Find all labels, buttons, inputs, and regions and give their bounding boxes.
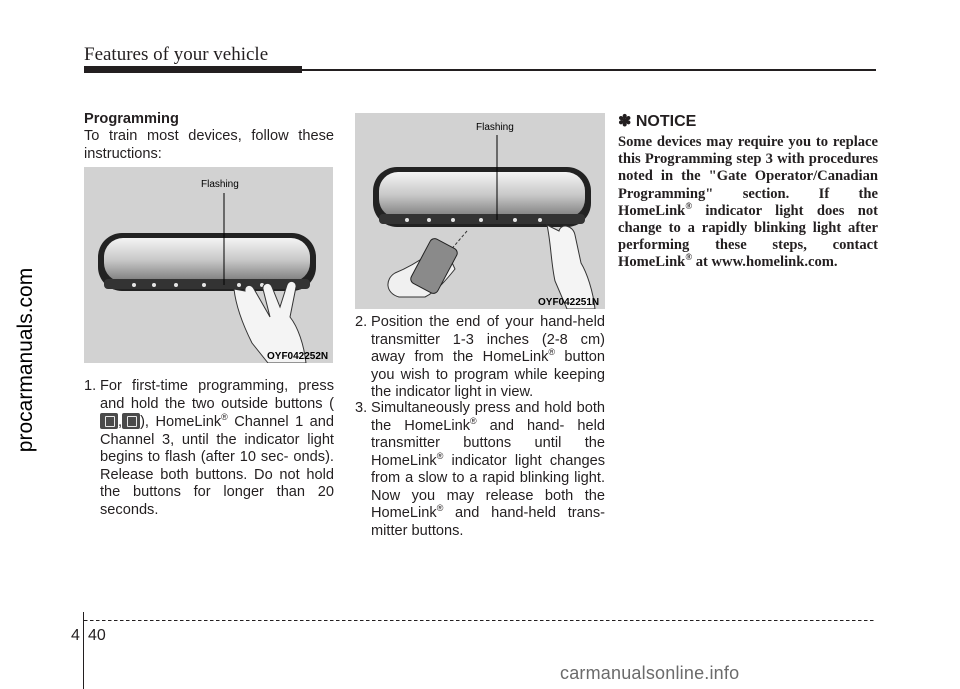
notice-text-b: indicator light does not change to a rapidly blinking light after performing these steps, contact HomeLink — [618, 202, 878, 271]
step-3-number: 3. — [355, 400, 368, 416]
notice-body — [618, 134, 878, 272]
figure-mirror-two-fingers — [84, 167, 333, 363]
step-1-text-a: For first-time programming, press and hold the two outside buttons ( — [100, 378, 334, 412]
page-header-title: Features of your vehicle — [84, 44, 269, 65]
footer-chapter-number: 4 — [71, 627, 80, 644]
figure-label-flashing: Flashing — [201, 179, 239, 190]
header-rule-thick — [84, 66, 302, 73]
registered-mark: ® — [685, 252, 693, 263]
step-2-text-a: Position the end of your hand-held transmitter 1-3 inches (2-8 cm) away from the HomeLink — [371, 314, 605, 365]
step-1-number: 1. — [84, 378, 97, 394]
step-1 — [84, 378, 334, 519]
registered-mark: ® — [436, 503, 444, 514]
step-2 — [355, 314, 605, 402]
registered-mark: ® — [436, 450, 444, 461]
section-heading-programming: Programming — [84, 111, 179, 127]
homelink-channel1-button-icon — [100, 413, 118, 429]
header-rule-thin — [302, 69, 876, 71]
registered-mark: ® — [548, 347, 556, 358]
figure-code: OYF042252N — [267, 351, 329, 362]
step-3-text — [371, 400, 605, 540]
homelink-channel3-button-icon — [122, 413, 140, 429]
registered-mark: ® — [685, 200, 693, 211]
footer-dashed-rule — [84, 620, 876, 621]
footer-page-number: 40 — [88, 627, 106, 644]
step-2-number: 2. — [355, 314, 368, 330]
step-3-text-b: and hand- held transmitter buttons until the HomeLink — [371, 417, 605, 469]
step-2-text — [371, 314, 605, 402]
notice-heading — [618, 111, 696, 131]
step-3-text-d: and hand-held trans- mitter buttons. — [371, 505, 605, 539]
side-watermark[interactable] — [6, 230, 46, 490]
registered-mark: ® — [221, 412, 228, 423]
step-3-text-c: indicator light changes from a slow to a rapid blinking light. Now you may release both the HomeLink — [371, 452, 605, 521]
mirror-illustration — [84, 167, 333, 363]
step-3-text-a: Simultaneously press and hold both the HomeLink — [371, 400, 605, 434]
figure-label-flashing: Flashing — [476, 122, 514, 133]
step-1-text — [100, 378, 334, 519]
step-1-separator: , — [118, 414, 123, 430]
figure-code: OYF042251N — [538, 297, 600, 308]
registered-mark: ® — [470, 415, 477, 426]
notice-text-a: Some devices may require you to replace this Programming step 3 with procedures noted in the "Gate Operator/Canadian Programming" section. If the HomeLink — [618, 134, 878, 219]
side-watermark-text[interactable]: procarmanuals.com — [14, 267, 37, 453]
notice-title: NOTICE — [635, 113, 697, 130]
figure-mirror-transmitter — [355, 113, 605, 309]
notice-star-icon: ✽ — [618, 113, 632, 130]
step-1-text-b: ), HomeLink — [140, 414, 222, 430]
step-3 — [355, 400, 605, 540]
bottom-watermark[interactable]: carmanualsonline.info — [560, 663, 740, 683]
footer-separator — [83, 612, 84, 689]
step-1-text-c: Channel 1 and Channel 3, until the indicator light begins to flash (after 10 sec- onds). Release both buttons. Do not hold the buttons for longer than 20 seconds. — [100, 414, 334, 518]
intro-paragraph: To train most devices, follow these instructions: — [84, 128, 334, 162]
notice-text-c: at www.homelink.com. — [692, 254, 838, 271]
step-2-text-b: button you wish to program while keeping the indicator light in view. — [371, 349, 605, 400]
mirror-transmitter-illustration — [355, 113, 605, 309]
